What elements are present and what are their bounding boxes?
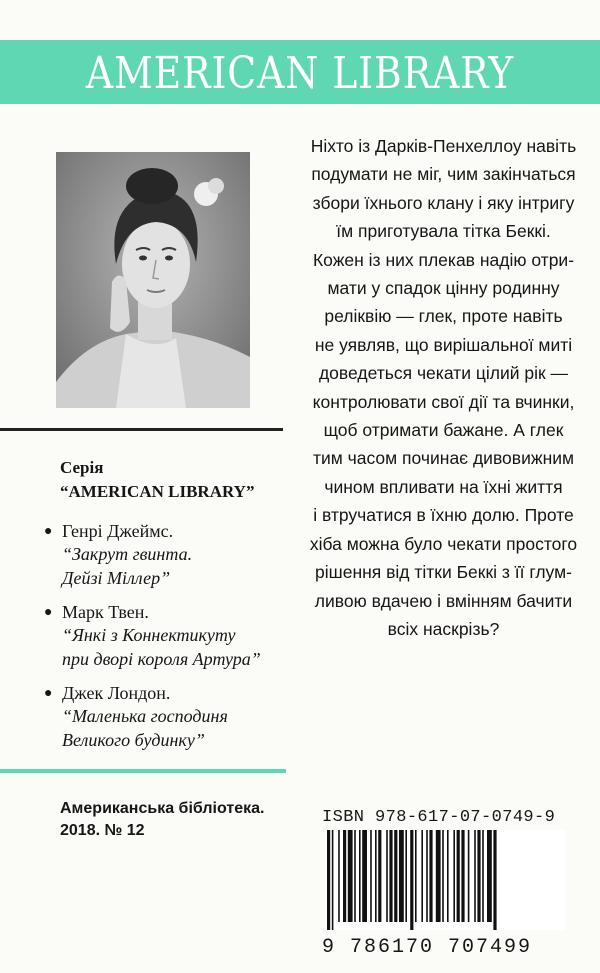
barcode-bar: [375, 830, 377, 922]
barcode-bar: [482, 830, 484, 922]
description-line: Ніхто із Дарків-Пенхеллоу навіть: [310, 136, 577, 156]
imprint-series: Американська бібліотека.: [60, 800, 265, 817]
book-title-line: при дворі короля Артура”: [62, 649, 261, 669]
barcode-bar: [370, 830, 372, 922]
top-strip: [0, 0, 600, 12]
description-line: не уявляв, що вирішальної миті: [314, 334, 573, 355]
divider-accent: [0, 769, 286, 773]
barcode-bar: [474, 830, 476, 922]
barcode-bar: [410, 830, 413, 930]
divider-dark: [0, 428, 283, 431]
description-line: чином впливати на їхні життя: [324, 476, 563, 497]
book-title-line: “Маленька господиня: [62, 706, 228, 726]
description-line: контролювати свої дії та вчинки,: [312, 391, 575, 412]
barcode-bar: [487, 830, 492, 922]
bullet-icon: ●: [44, 684, 53, 700]
description-line: щоб отримати бажане. А глек: [323, 420, 564, 441]
description-line: рішення від тітки Беккі з її глум-: [315, 562, 572, 583]
book-title-line: Великого будинку”: [62, 730, 205, 750]
description-line: доведеться чекати цілий рік —: [318, 363, 569, 384]
book-author: Джек Лондон.: [62, 683, 171, 703]
bullet-icon: ●: [44, 603, 53, 619]
barcode-bar: [436, 830, 441, 922]
series-label: Серія: [60, 458, 104, 477]
barcode-bar: [348, 830, 353, 922]
barcode-bar: [399, 830, 404, 922]
description-line: ливою вдачею і вмінням бачити: [314, 590, 573, 611]
book-description: [300, 132, 587, 643]
barcode-bar: [389, 830, 392, 922]
portrait-illustration: [56, 152, 250, 408]
barcode-bar: [493, 830, 496, 930]
book-author: Марк Твен.: [62, 602, 149, 622]
description-line: реліквію — глек, проте навіть: [324, 306, 563, 327]
description-line: і втручатися в їхню долю. Проте: [313, 505, 574, 526]
barcode-bar: [421, 830, 423, 922]
series-name: “AMERICAN LIBRARY”: [60, 482, 255, 501]
isbn-label: ISBN 978-617-07-0749-9: [322, 808, 556, 827]
description-line: хіба можна було чекати простого: [309, 533, 578, 554]
book-title-line: “Янкі з Коннектикуту: [62, 625, 236, 645]
barcode-bar: [359, 830, 361, 922]
barcode-digits: 9 786170 707499: [322, 936, 533, 959]
imprint-issue: 2018. № 12: [60, 822, 145, 839]
barcode-bar: [415, 830, 417, 922]
barcode-bar: [461, 830, 464, 922]
barcode-bar: [332, 830, 334, 930]
barcode-bar: [426, 830, 428, 922]
bullet-icon: ●: [44, 522, 53, 538]
barcode-bar: [468, 830, 470, 922]
barcode-bar: [457, 830, 460, 922]
barcode-bar: [378, 830, 381, 922]
description-line: всіх наскрізь?: [387, 618, 500, 639]
barcode: [325, 830, 565, 930]
barcode-bar: [394, 830, 397, 922]
barcode-bar: [442, 830, 444, 922]
barcode-bar: [405, 830, 407, 922]
barcode-bar: [447, 830, 449, 922]
barcode-bar: [343, 830, 346, 922]
description-line: мати у спадок цінну родинну: [327, 278, 560, 299]
description-line: їм приготувала тітка Беккі.: [336, 221, 551, 242]
barcode-bars: [325, 830, 565, 930]
barcode-bar: [386, 830, 388, 922]
description-line: подумати не міг, чим закінчаться: [311, 164, 576, 185]
barcode-bar: [453, 830, 455, 922]
barcode-bar: [327, 830, 330, 930]
barcode-bar: [477, 830, 480, 922]
barcode-bar: [338, 830, 340, 922]
series-banner: [0, 40, 600, 104]
barcode-bar: [362, 830, 367, 922]
description-line: Кожен із них плекав надію отри-: [312, 249, 575, 270]
book-author: Генрі Джеймс.: [62, 521, 174, 541]
author-portrait: [56, 152, 250, 408]
description-line: збори їхнього клану і яку інтригу: [312, 192, 575, 213]
banner-title: AMERICAN LIBRARY: [85, 48, 515, 99]
barcode-bar: [354, 830, 356, 922]
description-line: тим часом починає дивовижним: [312, 448, 575, 469]
barcode-bar: [429, 830, 432, 922]
book-title-line: “Закрут гвинта.: [62, 544, 193, 564]
book-title-line: Дейзі Міллер”: [62, 568, 171, 588]
